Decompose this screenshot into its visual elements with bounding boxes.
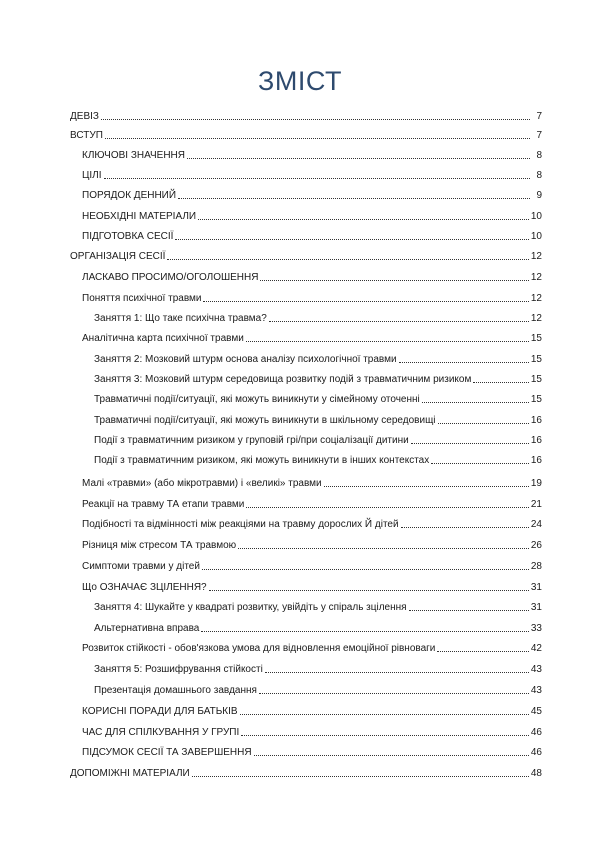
toc-entry-label: ЧАС ДЛЯ СПІЛКУВАННЯ У ГРУПІ xyxy=(82,727,240,738)
toc-entry[interactable] xyxy=(94,433,542,447)
toc-entry-label: Альтернативна вправа xyxy=(94,623,200,634)
toc-entry-label: ПОРЯДОК ДЕННИЙ xyxy=(82,190,177,201)
toc-leader-dots xyxy=(259,693,529,694)
toc-entry-page-number: 10 xyxy=(530,211,542,222)
toc-leader-dots xyxy=(198,219,529,220)
toc-entry[interactable] xyxy=(82,331,542,345)
toc-leader-dots xyxy=(409,610,529,611)
toc-leader-dots xyxy=(241,735,529,736)
toc-entry-label: НЕОБХІДНІ МАТЕРІАЛИ xyxy=(82,211,197,222)
toc-entry[interactable] xyxy=(94,621,542,635)
toc-leader-dots xyxy=(411,443,529,444)
toc-entry-page-number: 45 xyxy=(530,706,542,717)
toc-entry[interactable] xyxy=(82,517,542,531)
toc-entry-page-number: 46 xyxy=(530,747,542,758)
toc-entry-label: ПІДСУМОК СЕСІЇ ТА ЗАВЕРШЕННЯ xyxy=(82,747,252,758)
toc-leader-dots xyxy=(401,527,529,528)
toc-entry[interactable] xyxy=(82,209,542,223)
toc-leader-dots xyxy=(178,198,530,199)
toc-leader-dots xyxy=(265,672,529,673)
toc-entry[interactable] xyxy=(94,662,542,676)
toc-leader-dots xyxy=(431,463,529,464)
toc-leader-dots xyxy=(167,259,528,260)
toc-entry-label: Події з травматичним ризиком, які можуть виникнути в інших контекстах xyxy=(94,455,430,466)
toc-leader-dots xyxy=(246,341,529,342)
toc-entry[interactable] xyxy=(82,476,542,490)
toc-entry-page-number: 15 xyxy=(530,394,542,405)
toc-entry-page-number: 16 xyxy=(530,415,542,426)
toc-entry[interactable] xyxy=(82,497,542,511)
toc-entry[interactable] xyxy=(94,352,542,366)
toc-entry[interactable] xyxy=(82,229,542,243)
toc-entry-page-number: 8 xyxy=(536,150,542,161)
toc-entry[interactable] xyxy=(70,249,542,263)
toc-entry-label: ДЕВІЗ xyxy=(70,111,99,122)
toc-entry[interactable] xyxy=(82,270,542,284)
toc-entry[interactable] xyxy=(82,538,542,552)
toc-entry[interactable] xyxy=(82,168,542,182)
toc-entry[interactable] xyxy=(94,392,542,406)
toc-leader-dots xyxy=(240,714,529,715)
toc-leader-dots xyxy=(101,119,530,120)
toc-entry-page-number: 31 xyxy=(530,602,542,613)
toc-entry-label: Заняття 4: Шукайте у квадраті розвитку, увійдіть у спіраль зцілення xyxy=(94,602,407,613)
toc-entry[interactable] xyxy=(82,580,542,594)
toc-entry[interactable] xyxy=(82,745,542,759)
toc-leader-dots xyxy=(246,507,528,508)
toc-entry-page-number: 48 xyxy=(530,768,542,779)
toc-entry-page-number: 21 xyxy=(530,499,542,510)
toc-leader-dots xyxy=(203,301,528,302)
toc-entry-page-number: 12 xyxy=(530,272,542,283)
toc-entry-label: Малі «травми» (або мікротравми) і «великі» травми xyxy=(82,478,322,489)
toc-entry-label: Розвиток стійкості - обов'язкова умова для відновлення емоційної рівноваги xyxy=(82,643,436,654)
toc-entry-label: ДОПОМІЖНІ МАТЕРІАЛИ xyxy=(70,768,190,779)
toc-entry-label: Заняття 3: Мозковий штурм середовища розвитку подій з травматичним ризиком xyxy=(94,374,472,385)
toc-entry-page-number: 16 xyxy=(530,455,542,466)
toc-entry-page-number: 15 xyxy=(530,354,542,365)
toc-entry-label: КЛЮЧОВІ ЗНАЧЕННЯ xyxy=(82,150,185,161)
toc-entry-label: Подібності та відмінності між реакціями на травму дорослих Й дітей xyxy=(82,519,399,530)
toc-entry[interactable] xyxy=(82,641,542,655)
toc-leader-dots xyxy=(438,423,529,424)
toc-entry-label: Аналітична карта психічної травми xyxy=(82,333,244,344)
toc-entry[interactable] xyxy=(82,291,542,305)
toc-entry-label: Поняття психічної травми xyxy=(82,293,202,304)
toc-entry[interactable] xyxy=(94,311,542,325)
toc-entry-page-number: 12 xyxy=(530,293,542,304)
toc-entry-page-number: 12 xyxy=(530,251,542,262)
toc-entry-label: Що ОЗНАЧАЄ ЗЦІЛЕННЯ? xyxy=(82,582,207,593)
toc-entry-label: Симптоми травми у дітей xyxy=(82,561,200,572)
toc-entry-page-number: 8 xyxy=(536,170,542,181)
toc-entry-page-number: 31 xyxy=(530,582,542,593)
toc-entry-label: Події з травматичним ризиком у груповій грі/при соціалізації дитини xyxy=(94,435,409,446)
toc-entry-label: Заняття 2: Мозковий штурм основа аналізу психологічної травми xyxy=(94,354,397,365)
toc-entry[interactable] xyxy=(94,683,542,697)
toc-leader-dots xyxy=(269,321,529,322)
toc-entry-label: Травматичні події/ситуації, які можуть виникнути в шкільному середовищі xyxy=(94,415,436,426)
toc-leader-dots xyxy=(324,486,529,487)
toc-leader-dots xyxy=(437,651,528,652)
toc-leader-dots xyxy=(175,239,528,240)
toc-entry[interactable] xyxy=(70,109,542,123)
toc-entry-page-number: 28 xyxy=(530,561,542,572)
toc-leader-dots xyxy=(238,548,529,549)
toc-entry-label: КОРИСНІ ПОРАДИ ДЛЯ БАТЬКІВ xyxy=(82,706,238,717)
toc-entry[interactable] xyxy=(82,725,542,739)
toc-entry-page-number: 9 xyxy=(536,190,542,201)
toc-entry-page-number: 26 xyxy=(530,540,542,551)
toc-entry-label: ВСТУП xyxy=(70,130,103,141)
toc-entry[interactable] xyxy=(94,600,542,614)
toc-entry-page-number: 7 xyxy=(536,111,542,122)
toc-entry-label: Презентація домашнього завдання xyxy=(94,685,257,696)
toc-entry-page-number: 15 xyxy=(530,333,542,344)
toc-entry-page-number: 19 xyxy=(530,478,542,489)
toc-entry-page-number: 33 xyxy=(530,623,542,634)
toc-entry-label: ПІДГОТОВКА СЕСІЇ xyxy=(82,231,174,242)
toc-entry[interactable] xyxy=(94,453,542,467)
toc-entry-label: Заняття 1: Що таке психічна травма? xyxy=(94,313,267,324)
toc-leader-dots xyxy=(473,382,529,383)
toc-entry-page-number: 43 xyxy=(530,685,542,696)
toc-leader-dots xyxy=(104,178,530,179)
toc-entry-page-number: 16 xyxy=(530,435,542,446)
toc-entry-page-number: 24 xyxy=(530,519,542,530)
toc-entry-page-number: 42 xyxy=(530,643,542,654)
page-title: ЗМІСТ xyxy=(258,66,342,96)
toc-entry-label: Травматичні події/ситуації, які можуть виникнути у сімейному оточенні xyxy=(94,394,420,405)
toc-entry[interactable] xyxy=(70,128,542,142)
toc-entry[interactable] xyxy=(94,413,542,427)
toc-leader-dots xyxy=(202,569,529,570)
toc-leader-dots xyxy=(201,631,529,632)
toc-entry[interactable] xyxy=(82,559,542,573)
toc-entry-page-number: 15 xyxy=(530,374,542,385)
toc-entry-label: Різниця між стресом ТА травмою xyxy=(82,540,237,551)
toc-entry-label: Заняття 5: Розшифрування стійкості xyxy=(94,664,263,675)
toc-leader-dots xyxy=(187,158,530,159)
toc-leader-dots xyxy=(209,590,529,591)
toc-entry-page-number: 7 xyxy=(536,130,542,141)
toc-entry-page-number: 43 xyxy=(530,664,542,675)
toc-entry[interactable] xyxy=(94,372,542,386)
toc-entry-label: ЦІЛІ xyxy=(82,170,102,181)
toc-leader-dots xyxy=(260,280,528,281)
toc-entry-label: ОРГАНІЗАЦІЯ СЕСІЇ xyxy=(70,251,166,262)
toc-entry-label: ЛАСКАВО ПРОСИМО/ОГОЛОШЕННЯ xyxy=(82,272,259,283)
toc-leader-dots xyxy=(105,138,530,139)
toc-entry-page-number: 12 xyxy=(530,313,542,324)
toc-entry[interactable] xyxy=(82,704,542,718)
toc-leader-dots xyxy=(254,755,529,756)
toc-entry[interactable] xyxy=(82,188,542,202)
toc-entry-page-number: 46 xyxy=(530,727,542,738)
toc-leader-dots xyxy=(399,362,529,363)
toc-entry-page-number: 10 xyxy=(530,231,542,242)
toc-leader-dots xyxy=(422,402,529,403)
toc-entry[interactable] xyxy=(82,148,542,162)
toc-entry[interactable] xyxy=(70,766,542,780)
toc-entry-label: Реакції на травму ТА етапи травми xyxy=(82,499,245,510)
toc-leader-dots xyxy=(192,776,529,777)
